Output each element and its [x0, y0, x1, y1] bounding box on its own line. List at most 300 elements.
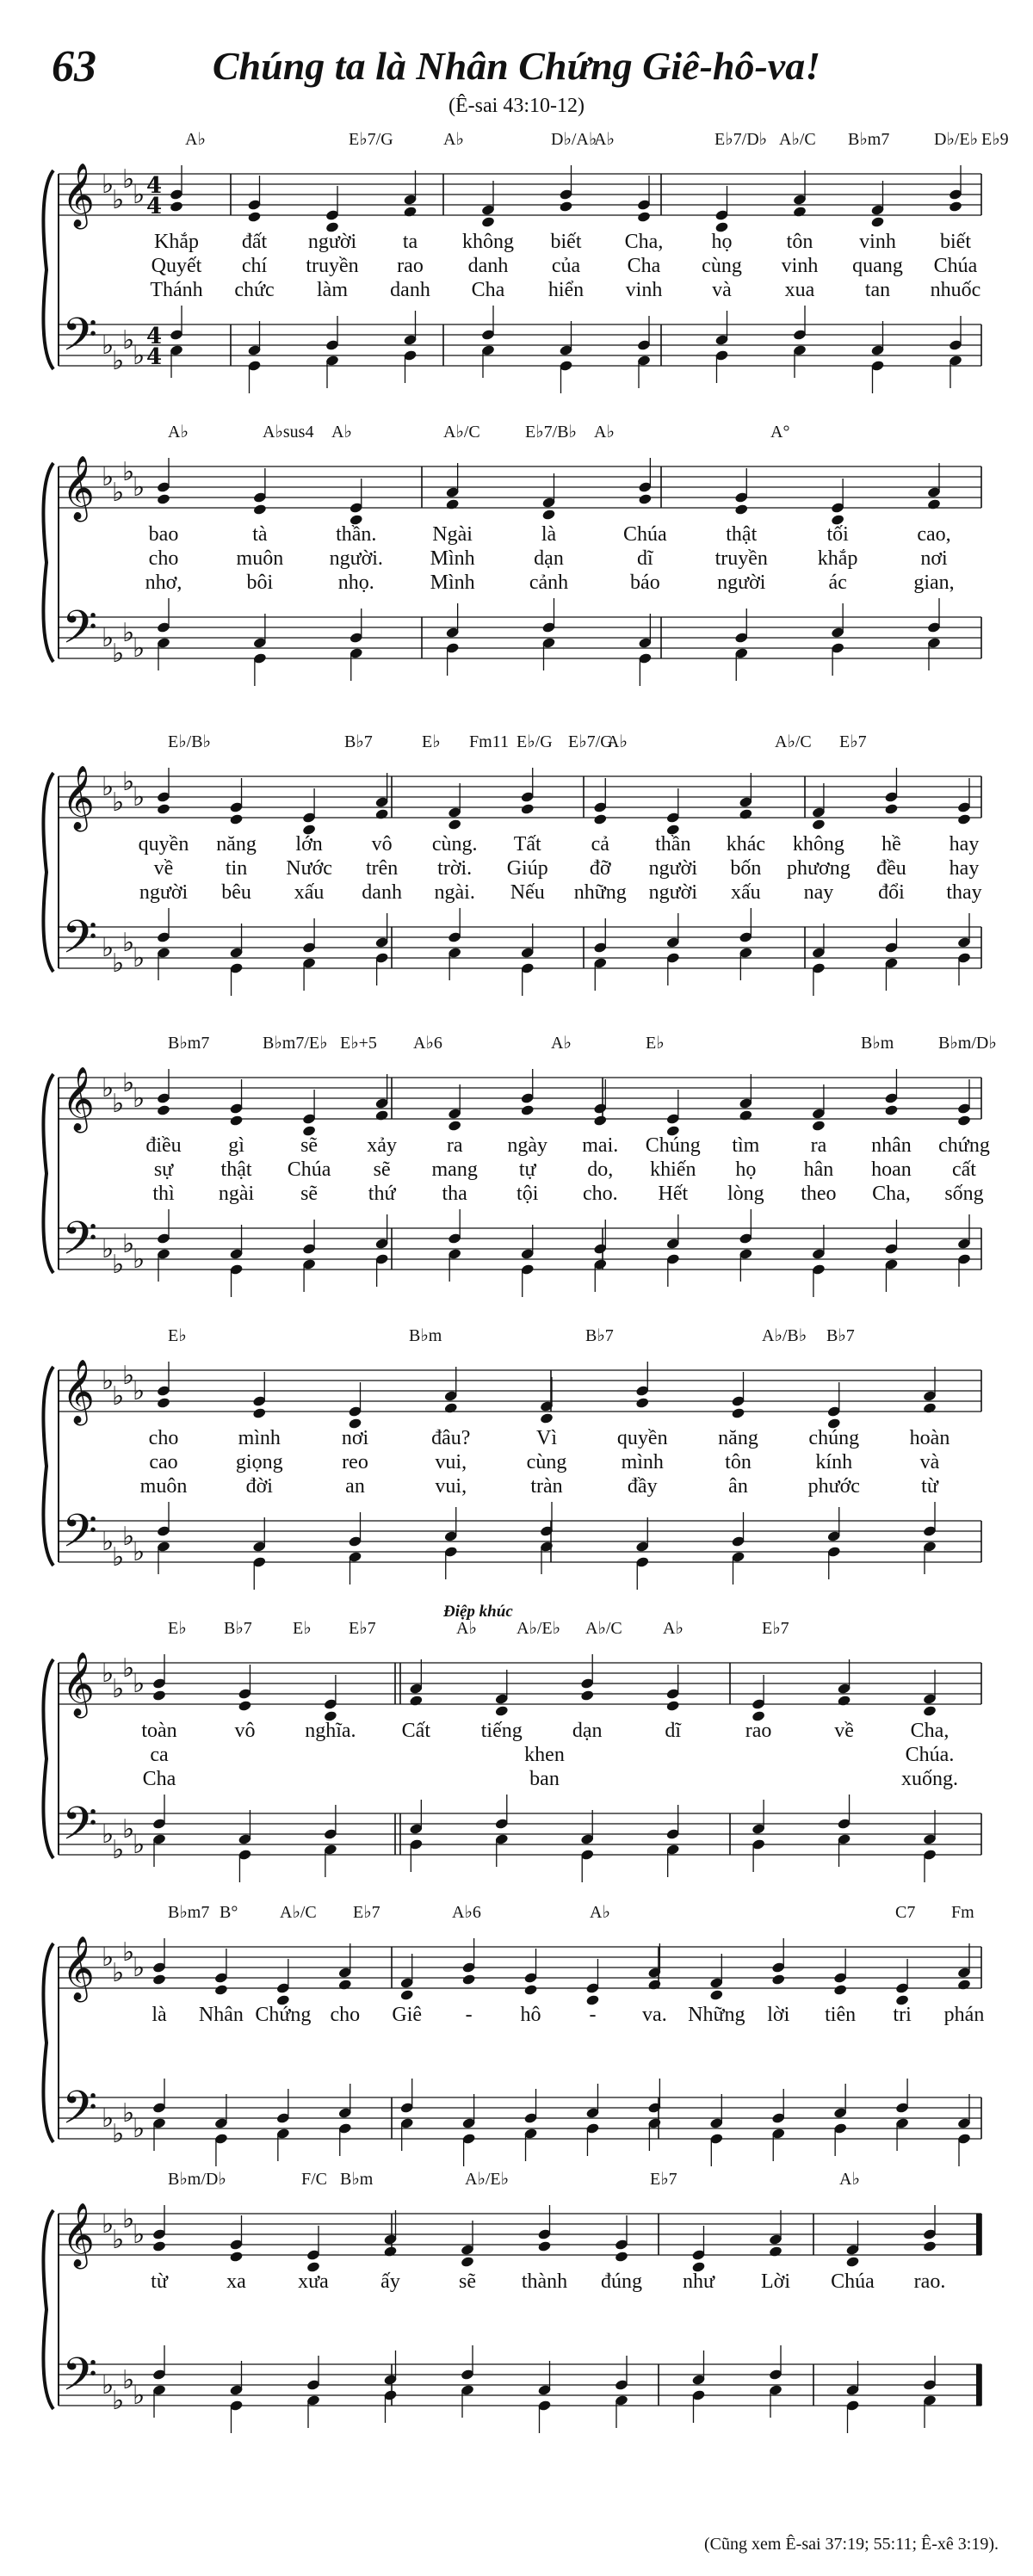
bass-staff [59, 2097, 981, 2139]
flat-icon: ♭ [122, 1653, 135, 1683]
flat-icon: ♭ [122, 164, 135, 195]
flat-icon: ♭ [122, 325, 135, 355]
flat-icon: ♭ [133, 1376, 145, 1406]
lyric-syllable: nhọ. [337, 571, 374, 594]
bass-clef-icon: 𝄢 [62, 1213, 98, 1276]
footnote: (Cũng xem Ê-sai 37:19; 55:11; Ê-xê 3:19). [704, 2535, 999, 2554]
lyric-syllable: cả [591, 833, 609, 856]
chord-symbol: A♭ [551, 1034, 572, 1053]
chord-symbol: A♭/E♭ [465, 2170, 510, 2189]
lyric-syllable: sự [153, 1158, 174, 1181]
lyric-syllable: ban [529, 1768, 560, 1790]
lyric-syllable: muôn [236, 547, 284, 570]
lyric-syllable: Khắp [154, 231, 199, 253]
chord-symbol: B♭m7 [168, 1034, 210, 1053]
chord-symbol: E♭ [293, 1619, 312, 1638]
chord-symbol: A♭/C [779, 130, 816, 149]
lyric-syllable: xấu [294, 881, 325, 904]
lyric-syllable: rao [397, 255, 424, 277]
lyric-syllable: mình [621, 1451, 664, 1473]
lyric-syllable: xấu [731, 881, 761, 904]
lyric-syllable: đều [876, 857, 906, 880]
flat-icon: ♭ [122, 2098, 135, 2128]
chord-symbol: A♭ [594, 423, 615, 442]
flat-icon: ♭ [122, 1229, 135, 1259]
lyric-syllable: cùng [526, 1451, 567, 1473]
lyric-syllable: cùng. [431, 833, 478, 856]
lyric-syllable: từ [151, 2270, 168, 2293]
chord-symbol: E♭7 [650, 2170, 677, 2189]
bass-staff [59, 2364, 981, 2406]
lyric-syllable: là [152, 2004, 167, 2026]
lyric-syllable: vô [234, 1720, 256, 1742]
flat-icon: ♭ [133, 341, 145, 371]
flat-icon: ♭ [102, 1527, 114, 1557]
system-brace [43, 2210, 53, 2409]
flat-icon: ♭ [112, 639, 125, 669]
flat-icon: ♭ [112, 185, 125, 215]
chord-symbol: F/C [301, 2170, 328, 2189]
chord-symbol: A♭/E♭ [516, 1619, 561, 1638]
lyric-syllable: bốn [730, 857, 762, 880]
flat-icon: ♭ [112, 1381, 125, 1412]
lyric-syllable: chí [241, 255, 268, 277]
chord-symbol: E♭7/G [349, 130, 393, 149]
lyric-syllable: Giê [392, 2004, 423, 2026]
lyric-syllable: khiến [650, 1158, 696, 1181]
lyric-syllable: nơi [920, 547, 948, 570]
lyric-syllable: nhơ, [145, 571, 182, 594]
lyric-syllable: lời [767, 2004, 790, 2026]
lyric-syllable: va. [642, 2004, 667, 2026]
treble-clef-icon: 𝄞 [62, 1652, 95, 1716]
lyric-syllable: Cất [401, 1720, 430, 1742]
system-brace [43, 1943, 53, 2142]
lyric-syllable: bôi [246, 571, 274, 594]
music-system-3 [0, 723, 1033, 1024]
bass-staff [59, 927, 981, 968]
flat-icon: ♭ [112, 1958, 125, 1988]
section-label: Điệp khúc [443, 1603, 513, 1621]
lyric-syllable: Cha, [910, 1720, 949, 1742]
treble-staff [59, 776, 981, 818]
flat-icon: ♭ [133, 633, 145, 664]
lyric-syllable: Quyết [151, 255, 202, 277]
lyric-syllable: Chúa. [905, 1744, 955, 1766]
lyric-syllable: thần. [336, 523, 377, 546]
flat-icon: ♭ [102, 1366, 114, 1396]
lyric-syllable: về [153, 857, 174, 880]
lyric-syllable: báo [630, 571, 660, 594]
lyric-syllable: vinh [625, 279, 663, 301]
chord-symbol: E♭7 [353, 1903, 380, 1922]
bass-clef-icon: 𝄢 [62, 2082, 98, 2146]
flat-icon: ♭ [122, 1522, 135, 1552]
lyric-syllable: cùng [702, 255, 742, 277]
bass-clef-icon: 𝄢 [62, 2349, 98, 2412]
treble-clef-icon: 𝄞 [62, 456, 95, 520]
lyric-syllable: về [834, 1720, 854, 1742]
lyric-syllable: xuống. [901, 1768, 958, 1790]
lyric-syllable: cho [148, 1427, 179, 1449]
chord-symbol: A♭ [839, 2170, 860, 2189]
lyric-syllable: như [682, 2270, 715, 2293]
flat-icon: ♭ [112, 1835, 125, 1865]
lyric-syllable: hay [949, 857, 980, 880]
chord-symbol: A♭/B♭ [762, 1326, 807, 1345]
lyric-syllable: tìm [732, 1134, 760, 1157]
lyric-syllable: biết [550, 231, 582, 253]
chord-symbol: D♭/A♭ [551, 130, 597, 149]
bass-clef-icon: 𝄢 [62, 911, 98, 975]
music-system-8 [0, 2160, 1033, 2418]
chord-symbol: D♭/E♭ [934, 130, 979, 149]
flat-icon: ♭ [133, 943, 145, 973]
chord-symbol: E♭7 [839, 732, 867, 751]
flat-icon: ♭ [133, 2381, 145, 2411]
lyric-syllable: tôn [786, 231, 813, 253]
lyric-syllable: trên [365, 857, 399, 880]
lyric-syllable: hô [520, 2004, 541, 2026]
lyric-syllable: quang [852, 255, 903, 277]
lyric-syllable: Những [688, 2004, 745, 2026]
flat-icon: ♭ [122, 767, 135, 797]
lyric-syllable: lớn [295, 833, 323, 856]
lyric-syllable: dĩ [637, 547, 653, 570]
lyric-syllable: tan [864, 279, 891, 301]
lyric-syllable: cảnh [529, 571, 569, 594]
lyric-syllable: người [307, 231, 357, 253]
song-number: 63 [52, 42, 96, 91]
flat-icon: ♭ [102, 772, 114, 802]
lyric-syllable: xưa [298, 2270, 329, 2293]
flat-icon: ♭ [102, 2370, 114, 2400]
chord-symbol: B♭7 [344, 732, 373, 751]
chord-symbol: Fm11 [469, 732, 509, 751]
chord-symbol: C7 [895, 1903, 916, 1922]
flat-icon: ♭ [102, 1659, 114, 1689]
lyric-syllable: năng [718, 1427, 758, 1449]
lyric-syllable: hoan [871, 1158, 912, 1181]
flat-icon: ♭ [112, 788, 125, 818]
treble-clef-icon: 𝄞 [62, 1360, 95, 1424]
scripture-reference: (Ê-sai 43:10-12) [448, 95, 585, 117]
lyric-syllable: người [717, 571, 766, 594]
lyric-syllable: không [462, 231, 514, 253]
chord-symbol: B♭m [861, 1034, 894, 1053]
lyric-syllable: rao. [913, 2270, 946, 2293]
lyric-syllable: khác [726, 833, 766, 856]
chord-symbol: E♭+5 [340, 1034, 377, 1053]
lyric-syllable: Chứng [255, 2004, 312, 2026]
chord-symbol: A° [770, 423, 790, 442]
lyric-syllable: cho [330, 2004, 361, 2026]
music-system-7 [0, 1893, 1033, 2160]
lyric-syllable: bao [148, 523, 179, 546]
chord-symbol: E♭ [168, 1619, 187, 1638]
flat-icon: ♭ [133, 1953, 145, 1983]
lyric-syllable: chứng [938, 1134, 990, 1157]
lyric-syllable: cho. [582, 1183, 618, 1205]
lyric-syllable: không [792, 833, 844, 856]
chord-symbol: B° [220, 1903, 238, 1922]
flat-icon: ♭ [102, 623, 114, 653]
music-system-6 [0, 1603, 1033, 1893]
lyric-syllable: quyền [616, 1427, 668, 1449]
music-system-5 [0, 1317, 1033, 1609]
lyric-syllable: chức [234, 279, 275, 301]
lyric-syllable: thay [946, 881, 982, 904]
lyric-syllable: giọng [235, 1451, 283, 1473]
lyric-syllable: rao [745, 1720, 772, 1742]
lyric-syllable: Lời [760, 2270, 791, 2293]
lyric-syllable: hiển [547, 279, 585, 301]
lyric-syllable: tràn [530, 1475, 563, 1498]
lyric-syllable: tôn [725, 1451, 752, 1473]
lyric-syllable: ác [828, 571, 847, 594]
lyric-syllable: cao, [917, 523, 951, 546]
flat-icon: ♭ [133, 1245, 145, 1275]
lyric-syllable: vui, [435, 1451, 467, 1473]
flat-icon: ♭ [102, 462, 114, 492]
lyric-syllable: sẽ [300, 1134, 319, 1157]
chord-symbol: B♭m7 [168, 1903, 210, 1922]
chord-symbol: A♭ [456, 1619, 477, 1638]
system-brace [43, 463, 53, 662]
chord-symbol: Fm [951, 1903, 974, 1922]
flat-icon: ♭ [102, 1819, 114, 1850]
lyric-syllable: đầy [627, 1475, 658, 1498]
chord-symbol: A♭ [607, 732, 628, 751]
lyric-syllable: gian, [913, 571, 955, 594]
lyric-syllable: Hết [658, 1183, 689, 1205]
treble-clef-icon: 𝄞 [62, 2203, 95, 2267]
lyric-syllable: Chúa [287, 1158, 331, 1181]
treble-staff [59, 1370, 981, 1412]
lyric-syllable: - [465, 2004, 473, 2026]
lyric-syllable: đời [245, 1475, 273, 1498]
chord-symbol: B♭m7/E♭ [263, 1034, 328, 1053]
lyric-syllable: mình [238, 1427, 281, 1449]
lyric-syllable: đúng [601, 2270, 642, 2293]
flat-icon: ♭ [102, 330, 114, 361]
lyric-syllable: Cha [142, 1768, 176, 1790]
lyric-syllable: sống [944, 1183, 984, 1205]
lyric-syllable: tin [225, 857, 248, 880]
flat-icon: ♭ [133, 2220, 145, 2250]
lyric-syllable: Giúp [506, 857, 548, 880]
treble-staff [59, 1947, 981, 1988]
lyric-syllable: tự [518, 1158, 536, 1181]
lyric-syllable: nơi [341, 1427, 369, 1449]
lyric-syllable: nhuốc [930, 279, 981, 301]
flat-icon: ♭ [102, 1234, 114, 1264]
lyric-syllable: tri [893, 2004, 912, 2026]
chord-symbol: A♭6 [452, 1903, 481, 1922]
chord-symbol: A♭/C [585, 1619, 622, 1638]
lyric-syllable: đổi [878, 881, 905, 904]
time-signature-bottom: 4 [146, 194, 163, 219]
flat-icon: ♭ [122, 457, 135, 487]
lyric-syllable: do, [587, 1158, 614, 1181]
lyric-syllable: Nước [286, 857, 332, 880]
flat-icon: ♭ [133, 1830, 145, 1860]
bass-clef-icon: 𝄢 [62, 1505, 98, 1569]
system-brace [43, 1074, 53, 1273]
lyric-syllable: thành [521, 2270, 568, 2293]
lyric-syllable: tiếng [480, 1720, 523, 1742]
lyric-syllable: Mình [430, 571, 475, 594]
flat-icon: ♭ [102, 1943, 114, 1973]
lyric-syllable: tha [442, 1183, 467, 1205]
flat-icon: ♭ [112, 2225, 125, 2255]
lyric-syllable: hân [803, 1158, 834, 1181]
lyric-syllable: Cha [471, 279, 505, 301]
flat-icon: ♭ [112, 948, 125, 979]
lyric-syllable: toàn [141, 1720, 177, 1742]
flat-icon: ♭ [133, 1084, 145, 1114]
lyric-syllable: thì [152, 1183, 175, 1205]
lyric-syllable: truyền [306, 255, 359, 277]
lyric-syllable: và [919, 1451, 940, 1473]
lyric-syllable: cất [952, 1158, 976, 1181]
flat-icon: ♭ [102, 1073, 114, 1103]
lyric-syllable: đỡ [589, 857, 611, 880]
lyric-syllable: là [541, 523, 557, 546]
lyric-syllable: ngài. [434, 881, 475, 904]
music-system-1 [0, 120, 1033, 413]
lyric-syllable: muôn [139, 1475, 188, 1498]
lyric-syllable: phước [807, 1475, 860, 1498]
lyric-syllable: từ [921, 1475, 938, 1498]
lyric-syllable: danh [362, 881, 402, 904]
lyric-syllable: người [648, 857, 698, 880]
flat-icon: ♭ [122, 618, 135, 648]
lyric-syllable: khen [524, 1744, 565, 1766]
time-signature-bottom: 4 [146, 344, 163, 370]
flat-icon: ♭ [112, 1089, 125, 1119]
lyric-syllable: năng [216, 833, 257, 856]
lyric-syllable: ra [446, 1134, 463, 1157]
lyric-syllable: Chúng [645, 1134, 701, 1157]
lyric-syllable: hay [949, 833, 980, 856]
lyric-syllable: Chúa [623, 523, 667, 546]
flat-icon: ♭ [112, 1542, 125, 1572]
lyric-syllable: Nếu [510, 881, 545, 904]
chord-symbol: B♭m7 [848, 130, 890, 149]
chord-symbol: B♭m [340, 2170, 374, 2189]
lyric-syllable: lòng [727, 1183, 764, 1205]
lyric-syllable: vinh [781, 255, 819, 277]
lyric-syllable: Mình [430, 547, 475, 570]
flat-icon: ♭ [112, 346, 125, 376]
treble-staff [59, 2214, 981, 2255]
treble-clef-icon: 𝄞 [62, 1937, 95, 2000]
lyric-syllable: nay [803, 881, 834, 904]
chord-symbol: E♭7 [349, 1619, 376, 1638]
chord-symbol: E♭ [168, 1326, 187, 1345]
treble-clef-icon: 𝄞 [62, 766, 95, 830]
system-brace [43, 773, 53, 972]
lyric-syllable: Vì [536, 1427, 557, 1449]
chord-symbol: B♭m/D♭ [938, 1034, 997, 1053]
lyric-syllable: điều [145, 1134, 182, 1157]
chord-symbol: B♭m [409, 1326, 442, 1345]
lyric-syllable: biết [940, 231, 971, 253]
lyric-syllable: khắp [817, 547, 858, 570]
lyric-syllable: và [712, 279, 732, 301]
lyric-syllable: thần [655, 833, 691, 856]
chord-symbol: B♭m/D♭ [168, 2170, 226, 2189]
lyric-syllable: mai. [582, 1134, 619, 1157]
chord-symbol: A♭/C [775, 732, 812, 751]
lyric-syllable: dạn [534, 547, 564, 570]
lyric-syllable: xa [226, 2270, 246, 2293]
lyric-syllable: vinh [859, 231, 896, 253]
lyric-syllable: vô [371, 833, 393, 856]
chord-symbol: E♭7/B♭ [525, 423, 577, 442]
lyric-syllable: chúng [808, 1427, 860, 1449]
lyric-syllable: truyền [714, 547, 768, 570]
lyric-syllable: xua [784, 279, 815, 301]
lyric-syllable: danh [390, 279, 430, 301]
flat-icon: ♭ [122, 1361, 135, 1391]
lyric-syllable: nhân [871, 1134, 912, 1157]
lyric-syllable: an [345, 1475, 365, 1498]
lyric-syllable: reo [342, 1451, 368, 1473]
chord-symbol: A♭ [590, 1903, 610, 1922]
lyric-syllable: họ [711, 231, 733, 253]
lyric-syllable: đâu? [431, 1427, 471, 1449]
lyric-syllable: tà [252, 523, 268, 546]
chord-symbol: B♭7 [585, 1326, 614, 1345]
treble-staff [59, 1078, 981, 1119]
lyric-syllable: thật [726, 523, 758, 546]
music-system-4 [0, 1024, 1033, 1317]
system-brace [43, 1659, 53, 1858]
system-brace [43, 170, 53, 369]
lyric-syllable: hoàn [909, 1427, 950, 1449]
lyric-syllable: ấy [380, 2270, 400, 2293]
chord-symbol: E♭7 [762, 1619, 789, 1638]
chord-symbol: E♭7/D♭ [714, 130, 768, 149]
chord-symbol: E♭9 [981, 130, 1009, 149]
treble-clef-icon: 𝄞 [62, 164, 95, 227]
lyric-syllable: mang [431, 1158, 478, 1181]
lyric-syllable: phán [943, 2004, 985, 2026]
chord-symbol: E♭ [422, 732, 441, 751]
chord-symbol: A♭ [331, 423, 352, 442]
flat-icon: ♭ [112, 478, 125, 508]
flat-icon: ♭ [133, 2114, 145, 2144]
flat-icon: ♭ [122, 1937, 135, 1968]
lyric-syllable: ra [810, 1134, 827, 1157]
lyric-syllable: trời. [437, 857, 473, 880]
chord-symbol: A♭ [168, 423, 189, 442]
flat-icon: ♭ [122, 2204, 135, 2234]
lyric-syllable: Cha, [624, 231, 664, 253]
lyric-syllable: kính [815, 1451, 853, 1473]
flat-icon: ♭ [102, 933, 114, 963]
lyric-syllable: Chúa [933, 255, 978, 277]
flat-icon: ♭ [133, 180, 145, 210]
time-signature-top: 4 [146, 173, 163, 199]
chord-symbol: E♭ [646, 1034, 665, 1053]
lyric-syllable: ân [728, 1475, 748, 1498]
lyric-syllable: - [589, 2004, 597, 2026]
treble-clef-icon: 𝄞 [62, 1067, 95, 1131]
lyric-syllable: cho [148, 547, 179, 570]
